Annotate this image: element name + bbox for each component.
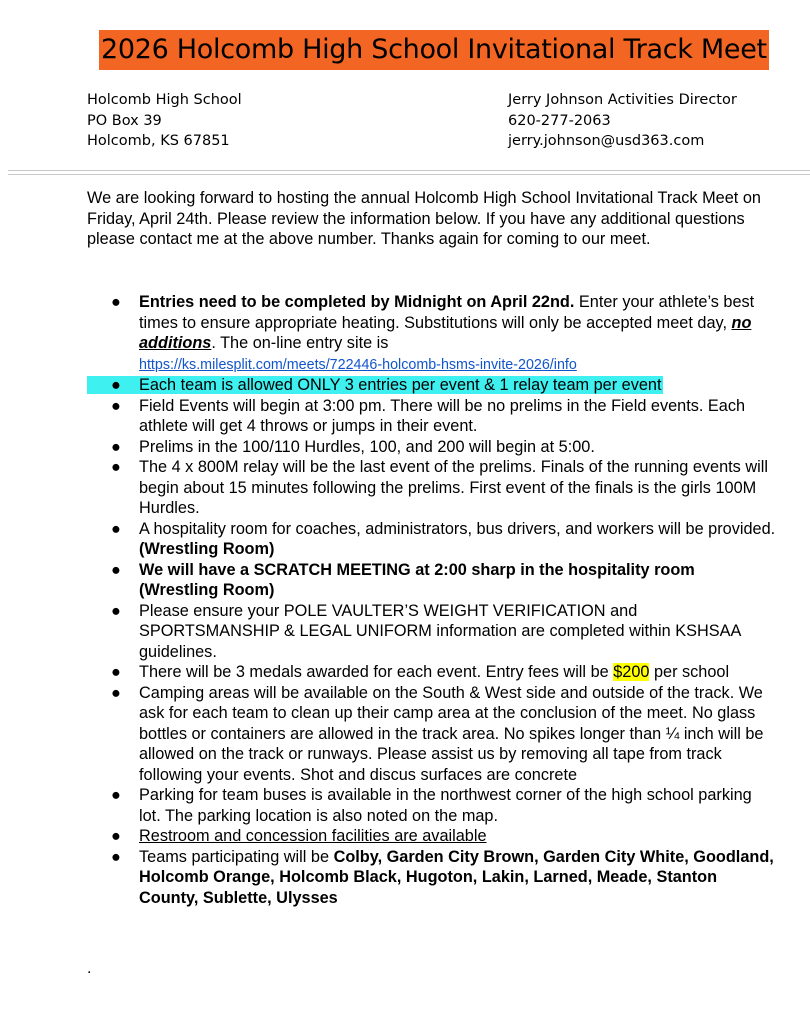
title-block xyxy=(99,30,769,70)
info-list xyxy=(87,292,777,908)
entries-text: Enter your athlete’s best times to ensure appropriate heating. Substitutions will only be accepted meet day, xyxy=(139,293,755,332)
school-name: Holcomb High School xyxy=(87,92,242,108)
bullet-icon: ● xyxy=(111,519,121,538)
list-item xyxy=(87,560,777,601)
bullet-icon: ● xyxy=(111,560,121,579)
bullet-icon: ● xyxy=(111,601,121,620)
contact-email: jerry.johnson@usd363.com xyxy=(508,133,705,149)
bullet-icon: ● xyxy=(111,786,121,804)
camping-text: Camping areas will be available on the South & West side and outside of the track. We ask for each team to clean up their camp area at the conclusion of the meet. No glass bottles or containers are allowed in the track area. No spikes longer than ¼ inch will be allowed on the track or runways. Please assist us by removing all tape from track following your events. Shot and discus surfaces are concrete xyxy=(139,683,764,784)
medals-text-2: per school xyxy=(649,663,730,681)
school-po-box: PO Box 39 xyxy=(87,112,162,129)
page-title: 2026 Holcomb High School Invitational Track Meet xyxy=(99,30,769,70)
list-item xyxy=(87,847,777,909)
bullet-icon: ● xyxy=(111,663,121,681)
bullet-icon: ● xyxy=(111,847,121,866)
list-item xyxy=(87,601,777,663)
contact-phone: 620-277-2063 xyxy=(508,112,611,129)
hospitality-location: (Wrestling Room) xyxy=(139,540,275,558)
contact-name: Jerry Johnson Activities Director xyxy=(508,92,737,108)
school-address xyxy=(87,90,242,152)
intro-paragraph: We are looking forward to hosting the annual Holcomb High School Invitational Track Meet on Friday, April 24th. Please review the information below. If you have any additional questions please contact me at the above number. Thanks again for coming to our meet. xyxy=(87,189,761,248)
bullet-icon: ● xyxy=(111,458,121,476)
header-divider xyxy=(8,170,810,175)
entry-limit-highlight xyxy=(87,376,663,394)
prelims-text: Prelims in the 100/110 Hurdles, 100, and 200 will begin at 5:00. xyxy=(139,437,595,456)
teams-text: Teams participating will be xyxy=(139,847,334,866)
list-item xyxy=(87,785,777,826)
list-item xyxy=(87,292,777,375)
pole-vault-text: Please ensure your POLE VAULTER’S WEIGHT VERIFICATION and SPORTSMANSHIP & LEGAL UNIFORM information are completed within KSHSAA guidelines. xyxy=(139,601,741,661)
list-item xyxy=(87,396,777,437)
bullet-icon: ● xyxy=(111,293,121,311)
field-events-text: Field Events will begin at 3:00 pm. There will be no prelims in the Field events. Each athlete will get 4 throws or jumps in their event. xyxy=(139,396,746,435)
restroom-text: Restroom and concession facilities are available xyxy=(139,827,487,845)
bullet-icon: ● xyxy=(111,683,121,702)
trailing-period: . xyxy=(87,960,92,977)
school-city: Holcomb, KS 67851 xyxy=(87,133,230,149)
entry-fee: $200 xyxy=(613,663,650,681)
scratch-meeting-text: We will have a SCRATCH MEETING at 2:00 sharp in the hospitality room (Wrestling Room) xyxy=(139,560,695,599)
entry-site-link[interactable]: https://ks.milesplit.com/meets/722446-holcomb-hsms-invite-2026/info xyxy=(139,356,577,373)
no-additions: no additions xyxy=(139,313,752,352)
list-item xyxy=(87,519,777,560)
bullet-icon: ● xyxy=(111,376,121,394)
list-item xyxy=(87,683,777,786)
parking-text: Parking for team buses is available in the northwest corner of the high school parking lot. The parking location is also noted on the map. xyxy=(139,786,752,825)
list-item xyxy=(87,457,777,519)
bullet-icon: ● xyxy=(111,396,121,415)
medals-text: There will be 3 medals awarded for each event. Entry fees will be xyxy=(139,663,614,681)
list-item xyxy=(87,826,777,847)
contact-info xyxy=(508,90,737,152)
teams-list: Colby, Garden City Brown, Garden City White, Goodland, Holcomb Orange, Holcomb Black, Hugoton, Lakin, Larned, Meade, Stanton County, Sublette, Ulysses xyxy=(139,847,774,907)
hospitality-text: A hospitality room for coaches, administrators, bus drivers, and workers will be provided. xyxy=(139,519,776,538)
list-item xyxy=(87,375,777,396)
list-item xyxy=(87,437,777,458)
entry-limit-text: Each team is allowed ONLY 3 entries per event & 1 relay team per event xyxy=(139,376,662,394)
relay-text: The 4 x 800M relay will be the last event of the prelims. Finals of the running events will begin about 15 minutes following the prelims. First event of the finals is the girls 100M Hurdles. xyxy=(139,458,768,517)
entries-deadline: Entries need to be completed by Midnight on April 22nd. xyxy=(139,293,575,311)
bullet-icon: ● xyxy=(111,827,121,845)
bullet-icon: ● xyxy=(111,437,121,456)
list-item xyxy=(87,662,777,683)
entries-text-2: . The on-line entry site is xyxy=(211,334,389,352)
